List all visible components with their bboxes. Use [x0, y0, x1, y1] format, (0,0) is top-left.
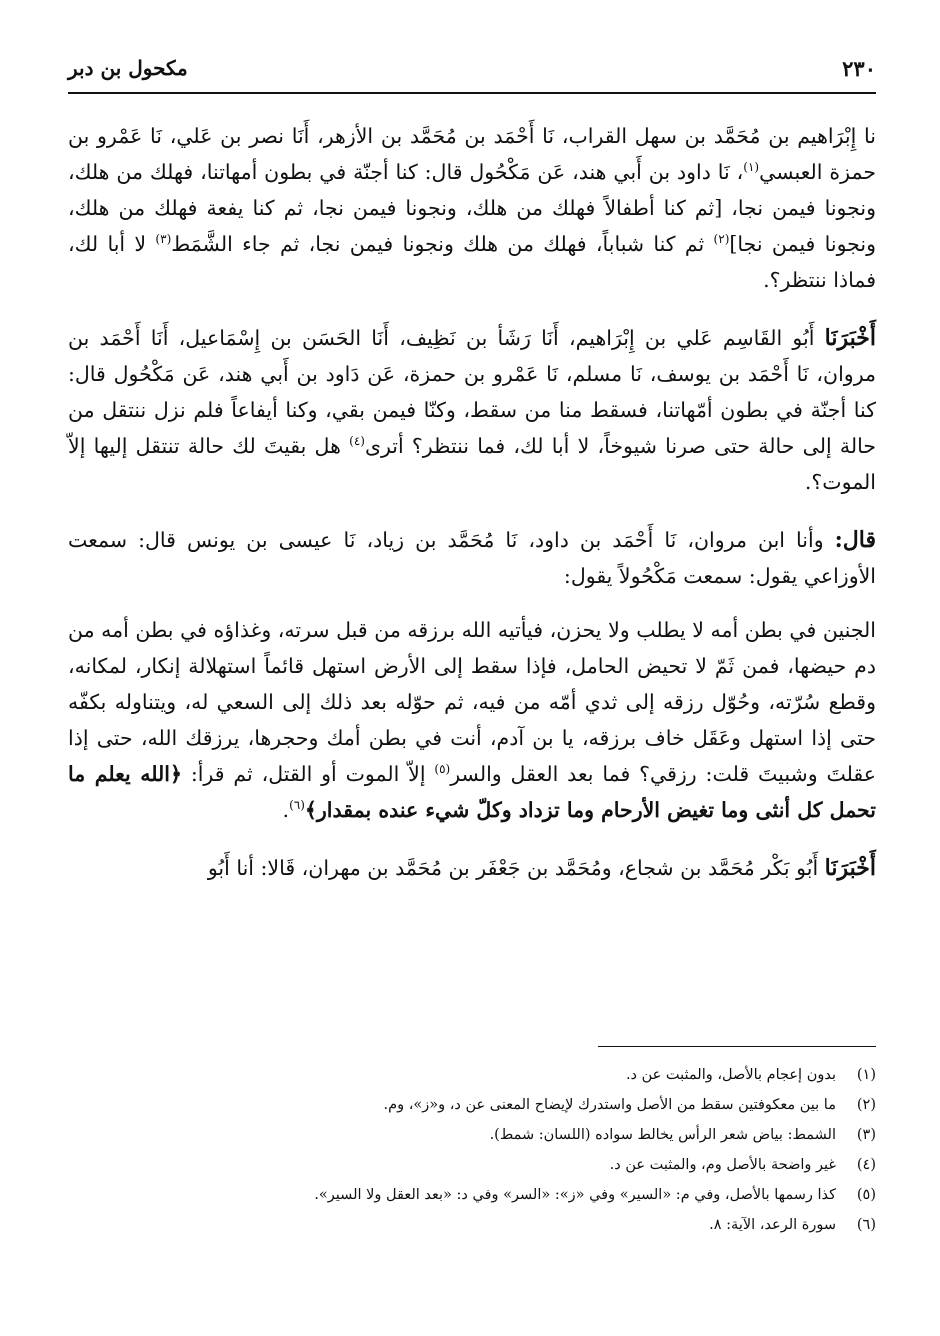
- paragraph-4: الجنين في بطن أمه لا يطلب ولا يحزن، فيأتيه الله برزقه من قبل سرته، وغذاؤه في بطن أمه من دم حيضها، فمن ثَمّ لا تحيض الحامل، فإذا سقط إلى الأرض استهل قائماً استهلالة إنكار، لمكانه، وقطع سُرّته، وحُوّل رزقه إلى ثدي أمّه من فيه، ثم حوّله بعد ذلك إلى السعي له، ويتناوله بكفّه حتى إذا استهل وعَقَل خاف برزقه، يا بن آدم، أنت في بطن أمك وحجرها، يرزقك الله، حتى إذا عقلتَ وشبيتَ قلت: رزقي؟ فما بعد العقل والسر$^{(٥)}$ إلاّ الموت أو القتل، ثم قرأ: ﴿الله يعلم ما تحمل كل أنثى وما تغيض الأرحام وما تزداد وكلّ شيء عنده بمقدار﴾$^{(٦)}$.: [68, 618, 877, 822]
- footnote-ref-4[interactable]: (٤): [349, 434, 365, 449]
- paragraph-1: نا إِبْرَاهيم بن مُحَمَّد بن سهل القراب، نَا أَحْمَد بن مُحَمَّد بن الأزهر، أَنَا نصر بن عَلي، نَا عَمْرو بن حمزة العبسي$^{(١)}$، نَا داود بن أَبي هند، عَن مَكْحُول قال: كنا أجنّة في بطون أمهاتنا، فهلك من هلك، ونجونا فيمن نجا، [ثم كنا أطفالاً فهلك من هلك، ونجونا فيمن نجا، ثم كنا يفعة فهلك من هلك، ونجونا فيمن نجا]$^{(٢)}$ ثم كنا شباباً، فهلك من هلك ونجونا فيمن نجا، ثم جاء الشَّمَط$^{(٣)}$ لا أبا لك، فماذا ننتظر؟.: [68, 124, 877, 292]
- footnote-3: (٣) الشمط: بياض شعر الرأس يخالط سواده (اللسان: شمط).: [489, 1127, 876, 1143]
- footnote-ref-2[interactable]: (٢): [713, 232, 730, 247]
- footnote-ref-3[interactable]: (٣): [155, 232, 172, 247]
- akhbarana-lead: أَخْبَرَنَا: [824, 325, 876, 351]
- footnote-1: (١) بدون إعجام بالأصل، والمثبت عن د.: [625, 1067, 876, 1083]
- footnote-2: (٢) ما بين معكوفتين سقط من الأصل واستدرك لإيضاح المعنى عن د، و«ز»، وم.: [383, 1097, 876, 1113]
- page-header: [68, 52, 876, 88]
- qal-lead: قال:: [834, 527, 876, 553]
- paragraph-5: أَخْبَرَنَا أَبُو بَكْر مُحَمَّد بن شجاع، ومُحَمَّد بن جَعْفَر بن مُحَمَّد بن مهران، قَالا: أنا أَبُو: [207, 855, 876, 881]
- footnotes: [68, 1060, 876, 1240]
- footnote-ref-1[interactable]: (١): [743, 160, 760, 175]
- paragraph-3: قال: وأنا ابن مروان، نَا أَحْمَد بن داود، نَا مُحَمَّد بن زياد، نَا عيسى بن يونس قال: سمعت الأوزاعي يقول: سمعت مَكْحُولاً يقول:: [68, 527, 876, 588]
- footnote-5: (٥) كذا رسمها بالأصل، وفي م: «السير» وفي «ز»: «السر» وفي د: «بعد العقل ولا السير».: [314, 1187, 876, 1203]
- quran-quote: ﴿الله يعلم ما تحمل كل أنثى وما تغيض الأرحام وما تزداد وكلّ شيء عنده بمقدار﴾: [68, 762, 876, 822]
- akhbarana-lead: أَخْبَرَنَا: [824, 855, 876, 881]
- main-text: [68, 118, 876, 908]
- running-title: مكحول بن دبر: [68, 56, 188, 80]
- paragraph-2: أَخْبَرَنَا أَبُو القَاسِم عَلي بن إِبْرَاهيم، أَنَا رَشَأ بن نَظِيف، أَنَا الحَسَن بن إِسْمَاعيل، أَنَا أَحْمَد بن مروان، نَا أَحْمَد بن يوسف، نَا مسلم، نَا عَمْرو بن حمزة، عَن دَاود بن أَبي هند، عَن مَكْحُول قال: كنا أجنّة في بطون أمّهاتنا، فسقط منا من سقط، وكنّا فيمن بقي، وكنا أيفاعاً فلم نزل ننتقل من حالة إلى حالة حتى صرنا شيوخاً، لا أبا لك، فما ننتظر؟ أترى$^{(٤)}$ هل بقيتَ لك حالة تنتقل إليها إلاّ الموت؟.: [68, 325, 877, 494]
- footnote-ref-6[interactable]: (٦): [289, 798, 305, 813]
- footnote-rule: [598, 1046, 876, 1047]
- footnote-4: (٤) غير واضحة بالأصل وم، والمثبت عن د.: [609, 1157, 876, 1173]
- page-number: ٢٣٠: [842, 56, 876, 81]
- header-rule: [68, 92, 876, 94]
- footnote-6: (٦) سورة الرعد، الآية: ٨.: [709, 1217, 876, 1233]
- footnote-ref-5[interactable]: (٥): [434, 762, 451, 777]
